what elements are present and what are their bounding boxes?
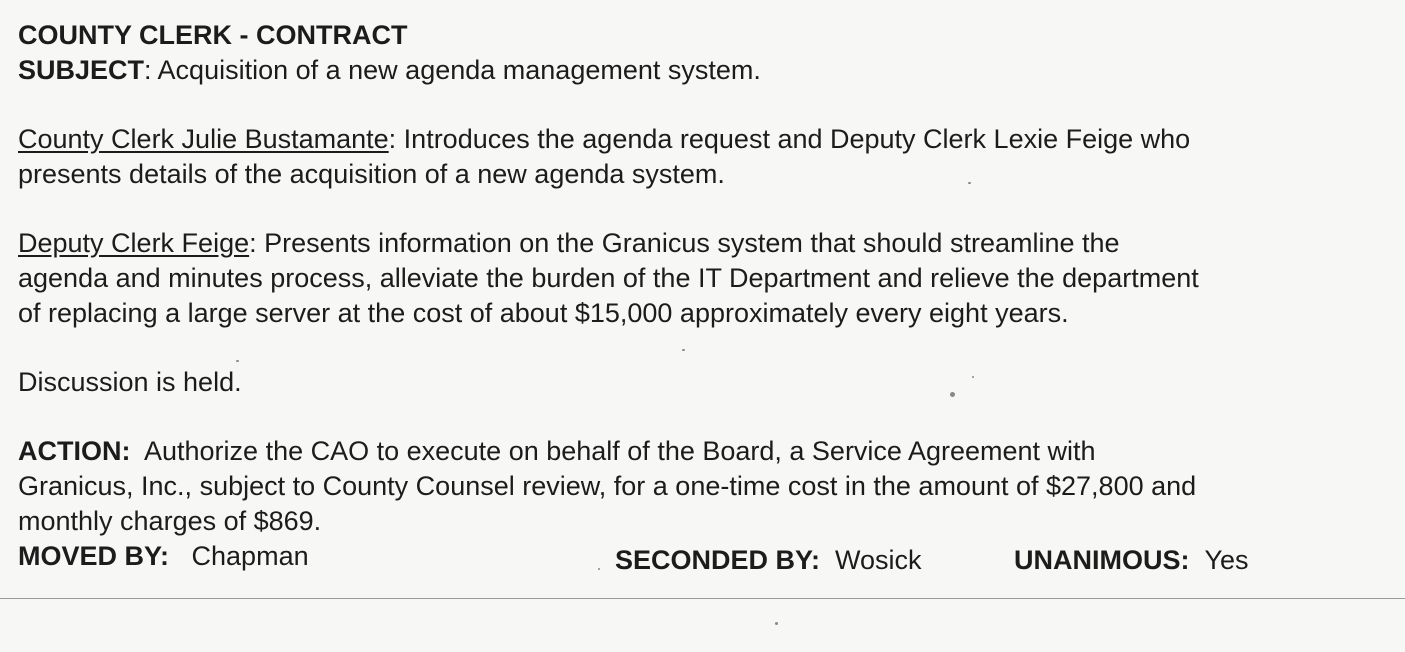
scan-speck bbox=[972, 376, 974, 378]
subject-line bbox=[18, 53, 1388, 88]
deputy-paragraph-line-3: of replacing a large server at the cost of about $15,000 approximately every eight years. bbox=[18, 298, 1069, 328]
seconded-by bbox=[615, 543, 922, 578]
subject-label: SUBJECT bbox=[18, 55, 145, 85]
moved-by-label: MOVED BY: bbox=[18, 541, 170, 571]
scan-speck bbox=[775, 622, 778, 625]
unanimous-label: UNANIMOUS: bbox=[1014, 545, 1190, 575]
clerk-paragraph-line-1 bbox=[18, 122, 1388, 157]
spacer bbox=[18, 400, 1388, 434]
moved-by-value: Chapman bbox=[191, 541, 309, 571]
action-line-1 bbox=[18, 434, 1388, 469]
action-label: ACTION: bbox=[18, 436, 131, 466]
scan-speck bbox=[236, 360, 239, 362]
unanimous-value: Yes bbox=[1204, 545, 1249, 575]
discussion-line: Discussion is held. bbox=[18, 367, 242, 397]
action-text: Authorize the CAO to execute on behalf of the Board, a Service Agreement with bbox=[130, 436, 1096, 466]
scan-speck bbox=[598, 568, 600, 570]
deputy-paragraph-line-1 bbox=[18, 226, 1388, 261]
moved-by bbox=[18, 539, 309, 574]
deputy-speaker-name: Deputy Clerk Feige bbox=[18, 228, 250, 258]
clerk-statement: : Introduces the agenda request and Deputy Clerk Lexie Feige who bbox=[388, 124, 1191, 154]
spacer bbox=[18, 88, 1388, 122]
section-divider bbox=[0, 598, 1405, 599]
minutes-document bbox=[18, 18, 1388, 574]
scan-speck bbox=[950, 392, 955, 397]
spacer bbox=[18, 192, 1388, 226]
scan-speck bbox=[968, 182, 971, 184]
section-title: COUNTY CLERK - CONTRACT bbox=[18, 20, 408, 50]
deputy-statement: : Presents information on the Granicus system that should streamline the bbox=[249, 228, 1120, 258]
deputy-paragraph-line-2: agenda and minutes process, alleviate the burden of the IT Department and relieve the department bbox=[18, 263, 1199, 293]
seconded-by-value: Wosick bbox=[835, 545, 922, 575]
clerk-speaker-name: County Clerk Julie Bustamante bbox=[18, 124, 389, 154]
seconded-by-label: SECONDED BY: bbox=[615, 545, 821, 575]
subject-text: : Acquisition of a new agenda management system. bbox=[144, 55, 761, 85]
vote-row bbox=[18, 539, 1388, 574]
clerk-paragraph-line-2: presents details of the acquisition of a new agenda system. bbox=[18, 159, 725, 189]
spacer bbox=[18, 331, 1388, 365]
scan-speck bbox=[682, 349, 685, 351]
action-line-2: Granicus, Inc., subject to County Counsel review, for a one-time cost in the amount of $27,800 and bbox=[18, 471, 1197, 501]
unanimous bbox=[1014, 543, 1249, 578]
action-line-3: monthly charges of $869. bbox=[18, 506, 322, 536]
